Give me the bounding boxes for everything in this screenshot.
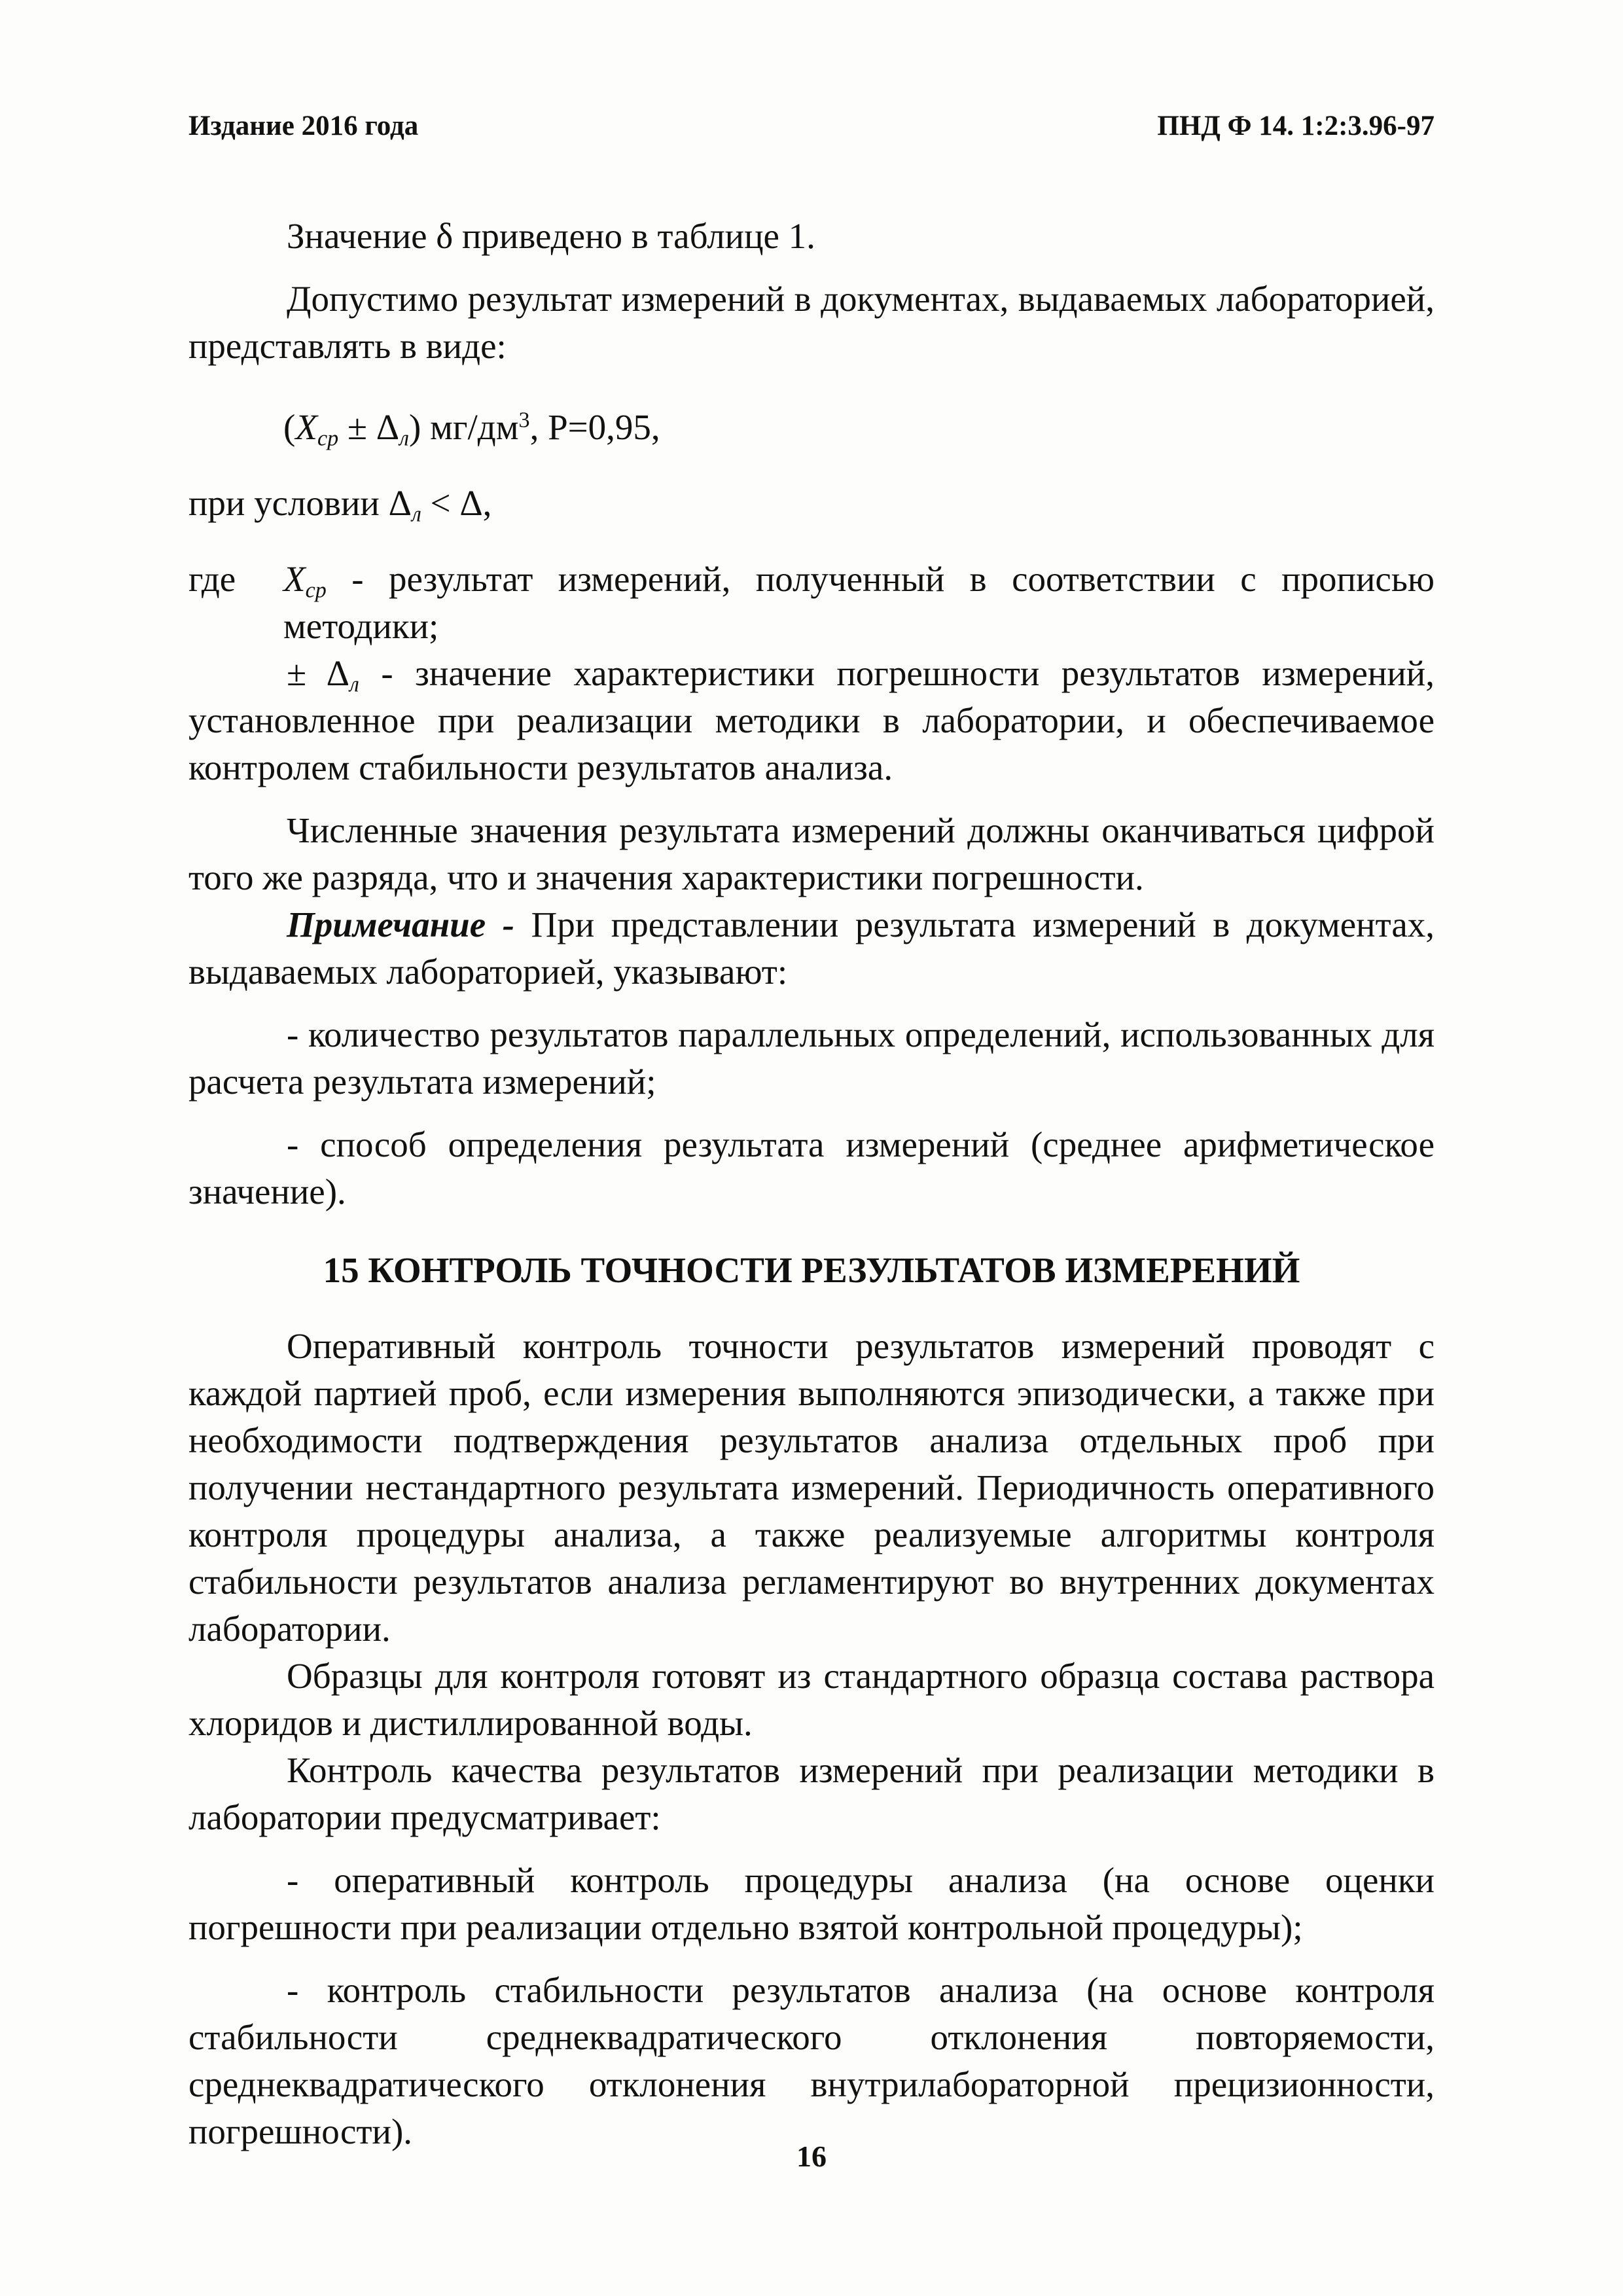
result-presentation-paragraph: Допустимо результат измерений в документах, выдаваемых лабораторией, представлять в виде:: [188, 279, 1435, 366]
where-delta-definition: [188, 650, 1435, 791]
condition-line: [188, 480, 1435, 527]
where-x-definition: [283, 556, 1435, 650]
note-paragraph: [188, 901, 1435, 996]
formula-unit: ) мг/дм: [409, 407, 519, 447]
where-pm-delta: ± Δ: [287, 653, 350, 693]
formula-delta-sub: л: [399, 426, 410, 451]
where-x-sub: ср: [305, 578, 327, 603]
where-delta-sub: л: [349, 672, 359, 697]
formula-tail: , Р=0,95,: [529, 407, 660, 447]
condition-delta-sub: л: [411, 502, 421, 527]
delta-reference-paragraph: Значение δ приведено в таблице 1.: [287, 216, 815, 256]
condition-text: при условии: [188, 483, 389, 523]
numeric-values-paragraph: Численные значения результата измерений должны оканчиваться цифрой того же разряда, что и значения характеристики погрешности.: [188, 810, 1435, 897]
where-x: X: [283, 559, 306, 599]
document-code: ПНД Ф 14. 1:2:3.96-97: [1157, 111, 1435, 141]
note-item: - способ определения результата измерений (среднее арифметическое значение).: [188, 1124, 1435, 1211]
formula-plus-minus: ±: [338, 407, 376, 447]
section-paragraph: Контроль качества результатов измерений при реализации методики в лаборатории предусматривает:: [188, 1750, 1435, 1837]
where-definition: [188, 556, 1435, 650]
formula-x: X: [295, 407, 317, 447]
where-delta-text: - значение характеристики погрешности результатов измерений, установленное при реализации методики в лаборатории, и обеспечиваемое контролем стабильности результатов анализа.: [188, 653, 1435, 787]
section-list-item: - контроль стабильности результатов анализа (на основе контроля стабильности среднеквадратического отклонения повторяемости, среднеквадратического отклонения внутрилабораторной прецизионности, погрешности).: [188, 1970, 1435, 2151]
section-paragraph: Образцы для контроля готовят из стандартного образца состава раствора хлоридов и дистиллированной воды.: [188, 1656, 1435, 1743]
page-number: 16: [796, 2140, 827, 2173]
formula-delta: Δ: [376, 407, 400, 447]
condition-less-than: < Δ,: [421, 483, 492, 523]
page-content: [188, 213, 1435, 2155]
note-label: Примечание -: [287, 905, 515, 944]
page-header: [188, 110, 1435, 149]
condition-delta: Δ: [388, 483, 412, 523]
note-item: - количество результатов параллельных определений, использованных для расчета результата измерений;: [188, 1014, 1435, 1102]
formula-unit-sup: 3: [518, 408, 530, 433]
formula-x-sub: ср: [317, 426, 339, 451]
section-paragraph: Оперативный контроль точности результатов измерений проводят с каждой партией проб, если измерения выполняются эпизодически, а также при необходимости подтверждения результатов анализа отдельных проб при получении нестандартного результата измерений. Периодичность оперативного контроля процедуры анализа, а также реализуемые алгоритмы контроля стабильности результатов анализа регламентируют во внутренних документах лаборатории.: [188, 1326, 1435, 1649]
where-x-text: - результат измерений, полученный в соответствии с прописью методики;: [283, 559, 1435, 646]
edition-label: Издание 2016 года: [188, 111, 419, 141]
where-label: где: [188, 559, 236, 599]
section-list-item: - оперативный контроль процедуры анализа (на основе оценки погрешности при реализации отдельно взятой контрольной процедуры);: [188, 1860, 1435, 1947]
result-formula: $(X_{ср} \pm \Delta_л)$ $мг/дм^3$, Р=0,95,: [283, 407, 660, 451]
section-heading: 15 КОНТРОЛЬ ТОЧНОСТИ РЕЗУЛЬТАТОВ ИЗМЕРЕНИЙ: [323, 1250, 1300, 1290]
note-text: При представлении результата измерений в документах, выдаваемых лабораторией, указывают:: [188, 905, 1435, 992]
